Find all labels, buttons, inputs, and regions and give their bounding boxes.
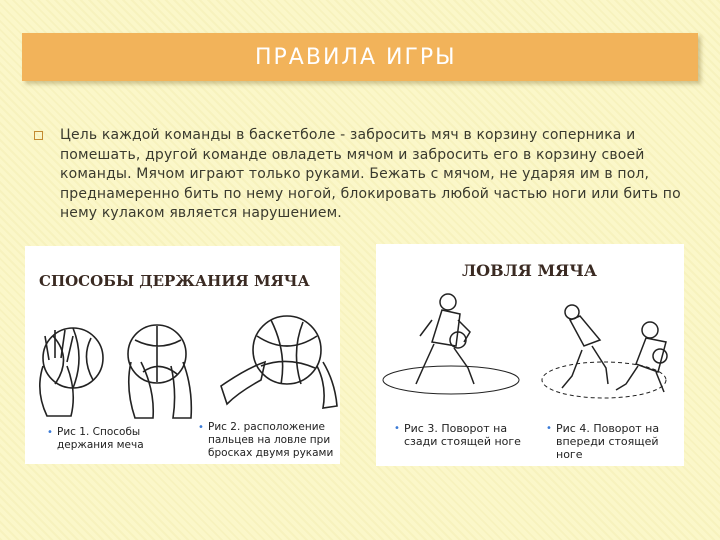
- figure-caption-2: • Рис 2. расположение пальцев на ловле при бросках двумя руками: [198, 421, 334, 459]
- caption-bullet-icon: •: [394, 423, 400, 434]
- caption-bullet-icon: •: [198, 422, 204, 433]
- figure-caption-3: • Рис 3. Поворот на сзади стоящей ноге: [394, 422, 521, 448]
- caption-bullet-icon: •: [546, 423, 552, 434]
- figure-caption-1: • Рис 1. Способы держания меча: [47, 426, 144, 451]
- title-bar: [22, 33, 698, 81]
- ball-catching-heading: ЛОВЛЯ МЯЧА: [462, 261, 597, 280]
- bullet-square-icon: [34, 131, 43, 140]
- rules-paragraph: Цель каждой команды в баскетболе - забросить мяч в корзину соперника и помешать, другой команде овладеть мячом и забросить его в корзину своей команды. Мячом играют только руками. Бежать с мячом, не ударяя им в пол, преднамеренно бить по нему ногой, блокировать любой частью ноги или бить по нему кулаком является нарушением.: [60, 127, 681, 222]
- ball-holding-heading: СПОСОБЫ ДЕРЖАНИЯ МЯЧА: [39, 272, 310, 290]
- ball-holding-illustration: [25, 246, 340, 464]
- figure-caption-4: • Рис 4. Поворот на впереди стоящей ноге: [546, 422, 660, 461]
- players-pivot-drawing: [376, 280, 684, 430]
- slide-title: ПРАВИЛА ИГРЫ: [255, 45, 457, 70]
- ball-catching-illustration: [376, 244, 684, 466]
- caption-bullet-icon: •: [47, 427, 53, 438]
